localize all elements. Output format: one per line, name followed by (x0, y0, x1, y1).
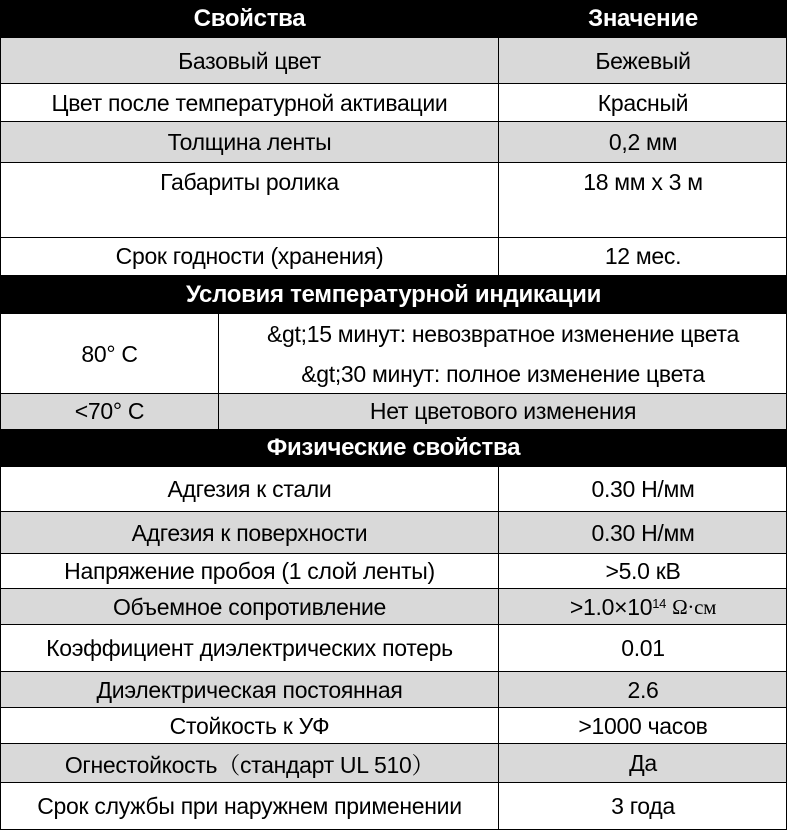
table-header-row (0, 0, 787, 38)
table-row (0, 163, 787, 238)
table-row (0, 625, 787, 672)
row-divider (0, 162, 787, 163)
table-row (0, 238, 787, 275)
header-value: Значение (499, 0, 787, 38)
table-row (0, 783, 787, 830)
row-divider (0, 624, 787, 625)
table-row (0, 122, 787, 163)
value-cell: 12 мес. (499, 238, 787, 275)
section-title: Физические свойства (0, 429, 787, 467)
row-divider (0, 511, 787, 512)
row-divider (0, 743, 787, 744)
results-cell: Нет цветового изменения (219, 394, 787, 429)
value-cell: 0.30 Н/мм (499, 467, 787, 512)
table-row (0, 744, 787, 783)
value-cell: 3 года (499, 783, 787, 830)
header-property: Свойства (0, 0, 499, 38)
value-cell: Да (499, 744, 787, 783)
result-line: &gt;30 минут: полное изменение цвета (301, 360, 705, 387)
column-divider (498, 467, 499, 830)
property-cell: Срок годности (хранения) (0, 238, 499, 275)
section-header-temperature (0, 275, 787, 314)
row-divider (0, 671, 787, 672)
condition-cell: 80° C (0, 314, 219, 394)
table-row (0, 467, 787, 512)
row-divider (0, 237, 787, 238)
row-divider (0, 393, 787, 394)
result-line: &gt;15 минут: невозвратное изменение цвета (267, 320, 739, 347)
value-cell: Красный (499, 84, 787, 122)
value-cell: 0.30 Н/мм (499, 512, 787, 554)
property-cell: Толщина ленты (0, 122, 499, 163)
row-divider (0, 782, 787, 783)
table-row (0, 512, 787, 554)
row-divider (0, 707, 787, 708)
value-unit: Ω·см (672, 594, 717, 619)
property-cell: Огнестойкость（стандарт UL 510） (0, 744, 499, 783)
property-cell: Объемное сопротивление (0, 589, 499, 625)
value-cell: >1000 часов (499, 708, 787, 744)
value-cell: >5.0 кВ (499, 554, 787, 589)
table-row (0, 672, 787, 708)
row-divider (0, 588, 787, 589)
table-row (0, 554, 787, 589)
results-cell (219, 314, 787, 394)
value-cell: Бежевый (499, 38, 787, 84)
column-divider (498, 0, 499, 275)
value-cell: 0,2 мм (499, 122, 787, 163)
property-cell: Срок службы при наружнем применении (0, 783, 499, 830)
row-divider (0, 553, 787, 554)
property-cell: Адгезия к стали (0, 467, 499, 512)
temperature-row (0, 394, 787, 429)
column-divider (218, 314, 219, 429)
row-divider (0, 121, 787, 122)
property-cell: Стойкость к УФ (0, 708, 499, 744)
property-cell: Коэффициент диэлектрических потерь (0, 625, 499, 672)
value-base: >1.0×10 (569, 593, 653, 620)
property-cell: Цвет после температурной активации (0, 84, 499, 122)
value-cell: 0.01 (499, 625, 787, 672)
condition-cell: <70° C (0, 394, 219, 429)
property-cell: Габариты ролика (0, 163, 499, 238)
value-cell: 2.6 (499, 672, 787, 708)
property-cell: Адгезия к поверхности (0, 512, 499, 554)
table-row (0, 84, 787, 122)
property-cell: Напряжение пробоя (1 слой ленты) (0, 554, 499, 589)
row-divider (0, 83, 787, 84)
property-cell: Базовый цвет (0, 38, 499, 84)
table-row (0, 589, 787, 625)
section-header-physical (0, 429, 787, 467)
table-row (0, 38, 787, 84)
section-title: Условия температурной индикации (0, 275, 787, 314)
table-row (0, 708, 787, 744)
property-cell: Диэлектрическая постоянная (0, 672, 499, 708)
temperature-row (0, 314, 787, 394)
value-cell: >1.0×10 $^{14}$ Ω·см (499, 589, 787, 625)
value-cell: 18 мм х 3 м (499, 163, 787, 238)
